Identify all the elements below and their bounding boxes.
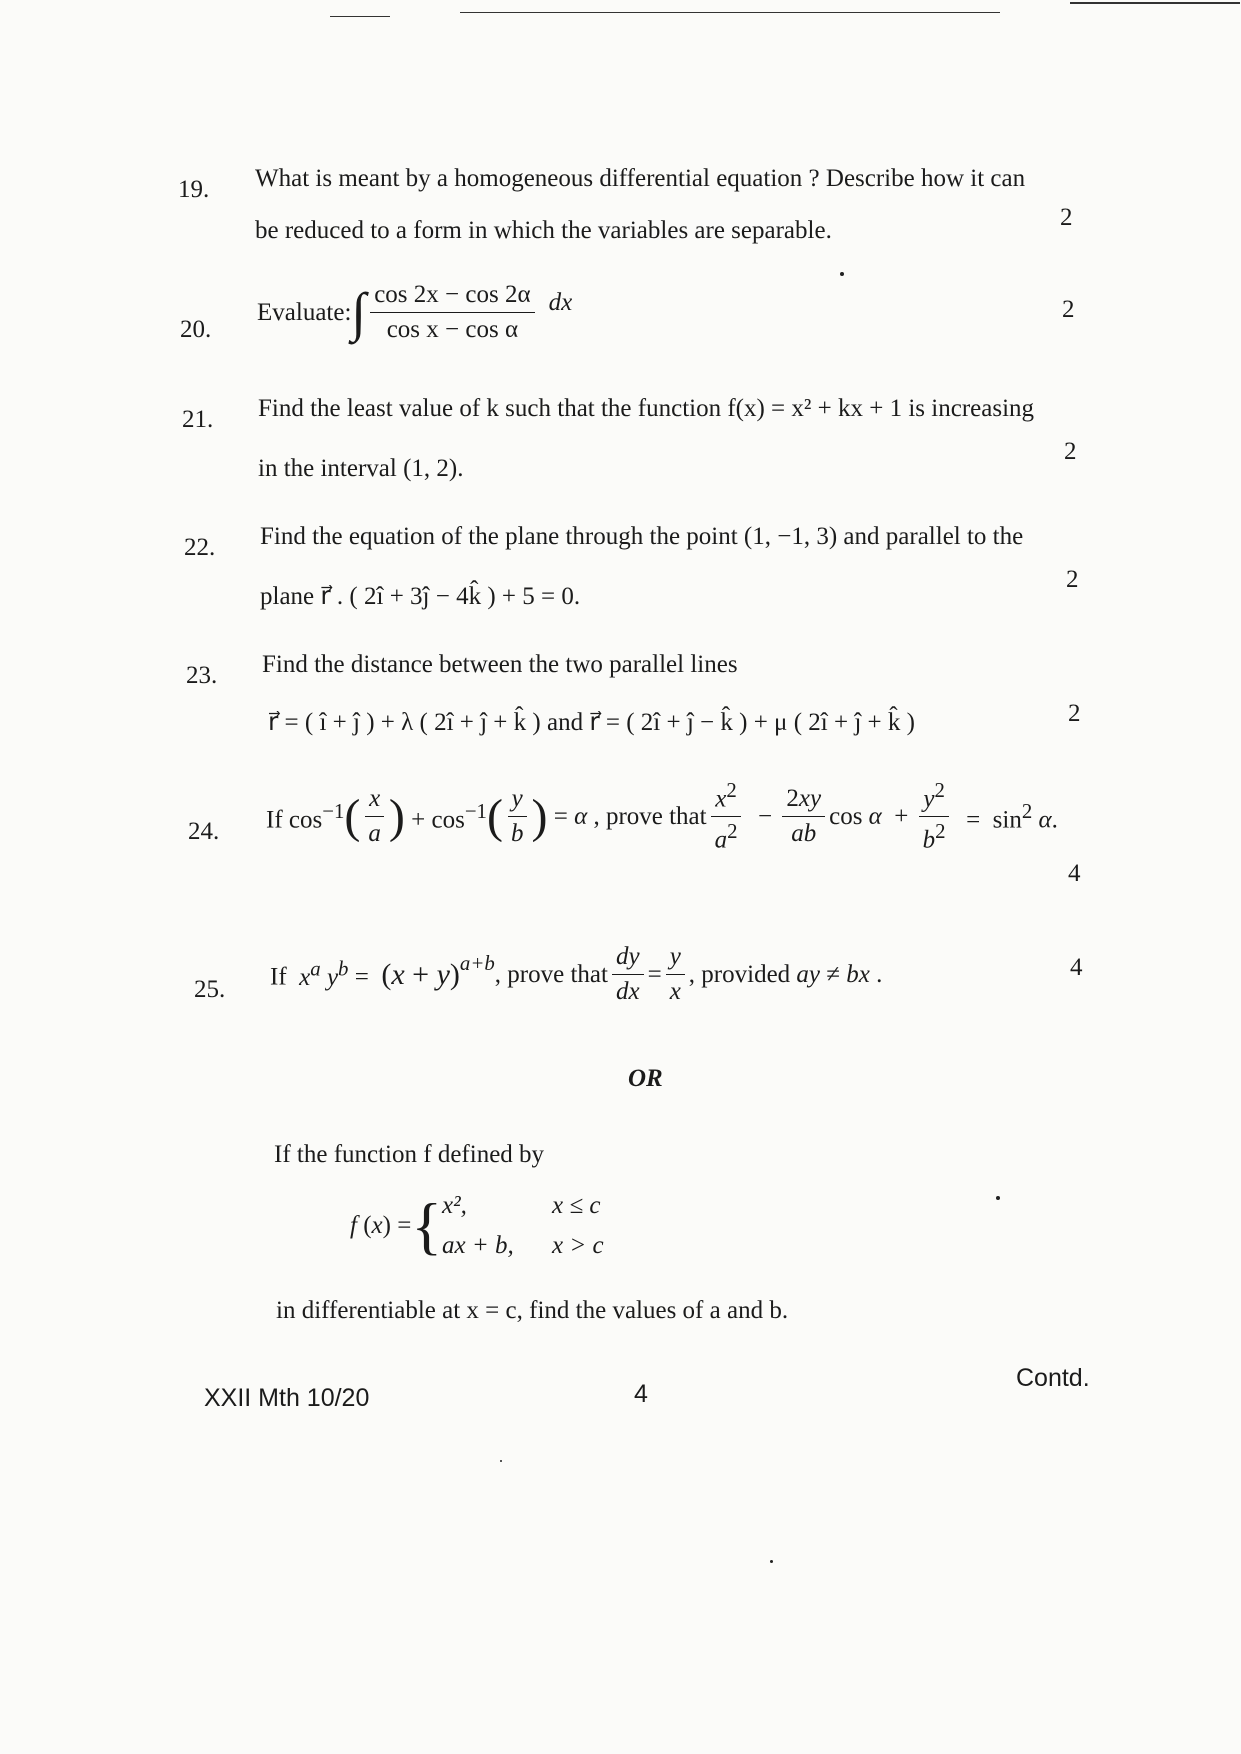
question-marks: 2 xyxy=(1060,204,1073,231)
question-text xyxy=(257,280,572,345)
scan-speck xyxy=(996,1196,1000,1200)
top-rule-3 xyxy=(1070,2,1240,4)
continued-label: Contd. xyxy=(1016,1364,1090,1392)
case-expression: x², xyxy=(442,1192,467,1220)
question-marks: 4 xyxy=(1070,954,1083,981)
question-number: 25. xyxy=(194,976,226,1003)
question-text: Find the equation of the plane through the point (1, −1, 3) and parallel to the xyxy=(260,523,1024,550)
question-text: What is meant by a homogeneous differential equation ? Describe how it can xyxy=(255,165,1026,192)
question-number: 19. xyxy=(178,176,210,203)
question-marks: 2 xyxy=(1066,566,1079,593)
question-text: If $x^a$ $y^b$ = (x + y) $^{a+b}$ , prove that $\frac{dy}{dx}$ = $\frac{y}{x}$ , provided ay ≠ bx . xyxy=(270,943,883,1005)
top-rule-1 xyxy=(330,16,390,17)
question-number: 20. xyxy=(180,316,212,343)
question-number: 22. xyxy=(184,534,216,561)
fraction-numerator: cos 2x − cos 2α xyxy=(370,280,534,313)
question-text: be reduced to a form in which the variables are separable. xyxy=(255,217,832,244)
integrand-fraction xyxy=(370,280,534,345)
question-number: 24. xyxy=(188,818,220,845)
page-number: 4 xyxy=(634,1380,648,1408)
question-number: 21. xyxy=(182,406,214,433)
scan-speck xyxy=(770,1560,773,1563)
case-condition: x > c xyxy=(552,1232,604,1260)
question-marks: 2 xyxy=(1062,296,1075,323)
question-text: r⃗ = ( î + ĵ ) + λ ( 2î + ĵ + k̂ ) and r⃗ = ( 2î + ĵ − k̂ ) + μ ( 2î + ĵ + k̂ ) xyxy=(268,709,915,736)
paper-code: XXII Mth 10/20 xyxy=(204,1384,370,1412)
question-text: Find the least value of k such that the function f(x) = x² + kx + 1 is increasing xyxy=(258,395,1035,422)
question-prefix: Evaluate: xyxy=(257,298,352,326)
or-separator: OR xyxy=(628,1065,663,1092)
alt-question-outro: in differentiable at x = c, find the values of a and b. xyxy=(276,1297,789,1324)
question-text: in the interval (1, 2). xyxy=(258,455,464,482)
scan-speck xyxy=(500,1460,502,1462)
question-text: If $\cos^{-1}$ ( $\frac{x}{a}$ ) + $\cos^{-1}$ ( $\frac{y}{b}$ ) = α , prove that $\frac{x^2}{a^2}$ − $\frac{2xy}{ab}$ cos α + $\frac{y^2}{b^2}$ = $\sin^2 \alpha$. xyxy=(266,778,1058,854)
question-text: plane r⃗ . ( 2î + 3ĵ − 4k̂ ) + 5 = 0. xyxy=(260,583,581,610)
fraction-denominator: cos x − cos α xyxy=(386,316,519,343)
differential: dx xyxy=(548,288,573,316)
top-rule-2 xyxy=(460,12,1000,13)
left-brace: { xyxy=(411,1190,443,1261)
scan-speck xyxy=(840,272,844,276)
case-expression: ax + b, xyxy=(442,1232,514,1260)
integral-sign: ∫ xyxy=(351,282,367,343)
question-number: 23. xyxy=(186,662,218,689)
question-marks: 2 xyxy=(1064,438,1077,465)
question-text: Find the distance between the two parallel lines xyxy=(262,651,738,678)
case-condition: x ≤ c xyxy=(552,1192,601,1220)
question-marks: 4 xyxy=(1068,860,1081,887)
alt-question-intro: If the function f defined by xyxy=(274,1141,545,1168)
question-marks: 2 xyxy=(1068,700,1081,727)
piecewise-definition: f (x) = { x², x ≤ c ax + b, x > c xyxy=(350,1188,632,1265)
